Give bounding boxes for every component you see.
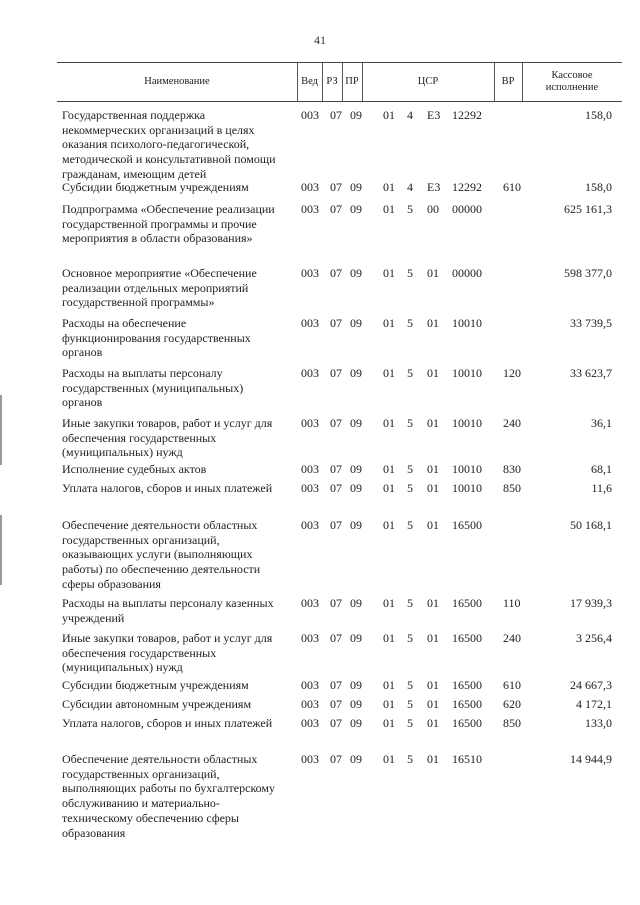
cell-name: Субсидии бюджетным учреждениям <box>62 678 249 692</box>
cell-name: Обеспечение деятельности областных государственных организаций, оказывающих услуги (выполняющих работы) по обеспечению деятельности сферы образования <box>62 518 261 591</box>
cell-rz: 07 <box>330 462 342 476</box>
cell-csr-event: 01 <box>427 716 439 730</box>
cell-pr: 09 <box>350 518 362 532</box>
scan-edge-upper <box>0 395 2 465</box>
cell-rz: 07 <box>330 631 342 645</box>
cell-ved: 003 <box>301 697 319 711</box>
cell-amount: 158,0 <box>585 108 612 122</box>
cell-ved: 003 <box>301 108 319 122</box>
cell-vr: 120 <box>503 366 521 380</box>
cell-rz: 07 <box>330 481 342 495</box>
cell-ved: 003 <box>301 518 319 532</box>
header-csr: ЦСР <box>417 76 439 87</box>
cell-vr: 850 <box>503 716 521 730</box>
cell-pr: 09 <box>350 697 362 711</box>
cell-csr-event: 01 <box>427 697 439 711</box>
cell-ved: 003 <box>301 596 319 610</box>
cell-csr-code: 00000 <box>452 202 482 216</box>
cell-csr-program: 01 <box>383 678 395 692</box>
cell-amount: 133,0 <box>585 716 612 730</box>
cell-amount: 3 256,4 <box>576 631 612 645</box>
cell-csr-program: 01 <box>383 481 395 495</box>
cell-ved: 003 <box>301 481 319 495</box>
cell-csr-code: 12292 <box>452 180 482 194</box>
table-header <box>57 62 622 102</box>
cell-csr-program: 01 <box>383 716 395 730</box>
cell-csr-code: 10010 <box>452 316 482 330</box>
cell-vr: 110 <box>503 596 521 610</box>
cell-pr: 09 <box>350 416 362 430</box>
header-ved: Вед <box>301 76 318 87</box>
cell-pr: 09 <box>350 366 362 380</box>
cell-name: Субсидии бюджетным учреждениям <box>62 180 249 194</box>
cell-rz: 07 <box>330 716 342 730</box>
cell-csr-subprogram: 5 <box>407 631 413 645</box>
cell-name: Основное мероприятие «Обеспечение реализации отдельных мероприятий государственной программы» <box>62 266 257 310</box>
cell-amount: 24 667,3 <box>570 678 612 692</box>
cell-csr-subprogram: 5 <box>407 518 413 532</box>
cell-name: Уплата налогов, сборов и иных платежей <box>62 481 273 495</box>
cell-csr-program: 01 <box>383 316 395 330</box>
cell-csr-event: Е3 <box>427 108 441 122</box>
cell-rz: 07 <box>330 596 342 610</box>
cell-csr-subprogram: 5 <box>407 716 413 730</box>
cell-csr-code: 10010 <box>452 481 482 495</box>
cell-csr-event: 01 <box>427 462 439 476</box>
cell-ved: 003 <box>301 366 319 380</box>
cell-csr-subprogram: 4 <box>407 180 413 194</box>
cell-csr-subprogram: 5 <box>407 202 413 216</box>
cell-rz: 07 <box>330 697 342 711</box>
cell-pr: 09 <box>350 266 362 280</box>
cell-name: Иные закупки товаров, работ и услуг для обеспечения государственных (муниципальных) нужд <box>62 631 273 675</box>
cell-pr: 09 <box>350 180 362 194</box>
cell-csr-code: 16500 <box>452 716 482 730</box>
cell-csr-event: 01 <box>427 518 439 532</box>
cell-amount: 33 623,7 <box>570 366 612 380</box>
cell-pr: 09 <box>350 596 362 610</box>
cell-csr-code: 10010 <box>452 366 482 380</box>
cell-ved: 003 <box>301 202 319 216</box>
cell-ved: 003 <box>301 266 319 280</box>
cell-pr: 09 <box>350 481 362 495</box>
cell-csr-event: 01 <box>427 416 439 430</box>
cell-rz: 07 <box>330 416 342 430</box>
cell-name: Исполнение судебных актов <box>62 462 207 476</box>
cell-vr: 850 <box>503 481 521 495</box>
cell-csr-event: 01 <box>427 266 439 280</box>
cell-vr: 830 <box>503 462 521 476</box>
cell-rz: 07 <box>330 316 342 330</box>
cell-csr-code: 16500 <box>452 678 482 692</box>
header-rz: РЗ <box>326 76 338 87</box>
cell-csr-event: 01 <box>427 678 439 692</box>
cell-csr-program: 01 <box>383 202 395 216</box>
cell-name: Обеспечение деятельности областных государственных организаций, выполняющих работы по бухгалтерскому обслуживанию и материально-техническому обеспечению сферы образования <box>62 752 276 840</box>
cell-csr-subprogram: 5 <box>407 481 413 495</box>
cell-csr-event: 01 <box>427 366 439 380</box>
cell-csr-subprogram: 5 <box>407 752 413 766</box>
cell-csr-event: 00 <box>427 202 439 216</box>
cell-amount: 17 939,3 <box>570 596 612 610</box>
cell-rz: 07 <box>330 202 342 216</box>
cell-ved: 003 <box>301 716 319 730</box>
cell-amount: 625 161,3 <box>564 202 612 216</box>
cell-amount: 158,0 <box>585 180 612 194</box>
cell-csr-subprogram: 4 <box>407 108 413 122</box>
cell-name: Подпрограмма «Обеспечение реализации государственной программы и прочие мероприятия в области образования» <box>62 202 275 246</box>
cell-csr-program: 01 <box>383 631 395 645</box>
cell-name: Уплата налогов, сборов и иных платежей <box>62 716 273 730</box>
cell-csr-program: 01 <box>383 366 395 380</box>
cell-csr-event: 01 <box>427 631 439 645</box>
cell-csr-code: 16500 <box>452 518 482 532</box>
cell-csr-program: 01 <box>383 697 395 711</box>
cell-amount: 50 168,1 <box>570 518 612 532</box>
cell-amount: 14 944,9 <box>570 752 612 766</box>
cell-csr-program: 01 <box>383 596 395 610</box>
cell-rz: 07 <box>330 366 342 380</box>
cell-rz: 07 <box>330 266 342 280</box>
cell-pr: 09 <box>350 716 362 730</box>
cell-rz: 07 <box>330 518 342 532</box>
cell-csr-subprogram: 5 <box>407 266 413 280</box>
cell-ved: 003 <box>301 416 319 430</box>
header-amount-line2: исполнение <box>545 82 599 93</box>
cell-csr-program: 01 <box>383 266 395 280</box>
cell-vr: 240 <box>503 631 521 645</box>
cell-name: Субсидии автономным учреждениям <box>62 697 252 711</box>
cell-csr-code: 12292 <box>452 108 482 122</box>
cell-csr-event: 01 <box>427 481 439 495</box>
cell-csr-code: 16510 <box>452 752 482 766</box>
scan-edge-lower <box>0 515 2 585</box>
cell-ved: 003 <box>301 678 319 692</box>
cell-csr-code: 16500 <box>452 631 482 645</box>
cell-pr: 09 <box>350 108 362 122</box>
cell-csr-program: 01 <box>383 108 395 122</box>
cell-pr: 09 <box>350 752 362 766</box>
header-vr: ВР <box>501 76 515 87</box>
cell-vr: 610 <box>503 180 521 194</box>
cell-csr-subprogram: 5 <box>407 366 413 380</box>
cell-csr-event: 01 <box>427 316 439 330</box>
cell-ved: 003 <box>301 752 319 766</box>
cell-csr-code: 16500 <box>452 596 482 610</box>
cell-csr-code: 10010 <box>452 462 482 476</box>
cell-csr-program: 01 <box>383 180 395 194</box>
cell-rz: 07 <box>330 752 342 766</box>
cell-ved: 003 <box>301 316 319 330</box>
cell-ved: 003 <box>301 631 319 645</box>
cell-name: Расходы на выплаты персоналу государственных (муниципальных) органов <box>62 366 244 410</box>
cell-pr: 09 <box>350 631 362 645</box>
cell-csr-subprogram: 5 <box>407 462 413 476</box>
cell-amount: 36,1 <box>591 416 612 430</box>
cell-csr-program: 01 <box>383 416 395 430</box>
cell-ved: 003 <box>301 180 319 194</box>
cell-csr-subprogram: 5 <box>407 697 413 711</box>
cell-csr-event: Е3 <box>427 180 441 194</box>
cell-csr-event: 01 <box>427 752 439 766</box>
cell-csr-event: 01 <box>427 596 439 610</box>
cell-amount: 68,1 <box>591 462 612 476</box>
cell-amount: 33 739,5 <box>570 316 612 330</box>
cell-csr-program: 01 <box>383 518 395 532</box>
header-amount <box>522 63 622 101</box>
cell-csr-subprogram: 5 <box>407 416 413 430</box>
cell-csr-program: 01 <box>383 462 395 476</box>
cell-csr-program: 01 <box>383 752 395 766</box>
cell-name: Государственная поддержка некоммерческих организаций в целях оказания психолого-педагогической, методической и консультативной помощи гражданам, имеющим детей <box>62 108 276 181</box>
cell-vr: 620 <box>503 697 521 711</box>
cell-pr: 09 <box>350 678 362 692</box>
cell-pr: 09 <box>350 462 362 476</box>
cell-name: Иные закупки товаров, работ и услуг для обеспечения государственных (муниципальных) нужд <box>62 416 273 460</box>
cell-name: Расходы на выплаты персоналу казенных учреждений <box>62 596 274 625</box>
header-pr: ПР <box>345 76 359 87</box>
header-name: Наименование <box>144 76 210 87</box>
cell-ved: 003 <box>301 462 319 476</box>
cell-csr-code: 00000 <box>452 266 482 280</box>
cell-name: Расходы на обеспечение функционирования государственных органов <box>62 316 251 360</box>
cell-amount: 598 377,0 <box>564 266 612 280</box>
cell-rz: 07 <box>330 108 342 122</box>
cell-amount: 4 172,1 <box>576 697 612 711</box>
cell-amount: 11,6 <box>591 481 612 495</box>
cell-vr: 610 <box>503 678 521 692</box>
cell-pr: 09 <box>350 202 362 216</box>
cell-pr: 09 <box>350 316 362 330</box>
cell-rz: 07 <box>330 180 342 194</box>
cell-csr-subprogram: 5 <box>407 678 413 692</box>
cell-csr-code: 16500 <box>452 697 482 711</box>
page-number: 41 <box>314 33 326 47</box>
cell-csr-subprogram: 5 <box>407 316 413 330</box>
header-amount-line1: Кассовое <box>551 70 593 81</box>
cell-vr: 240 <box>503 416 521 430</box>
cell-csr-subprogram: 5 <box>407 596 413 610</box>
cell-csr-code: 10010 <box>452 416 482 430</box>
cell-rz: 07 <box>330 678 342 692</box>
